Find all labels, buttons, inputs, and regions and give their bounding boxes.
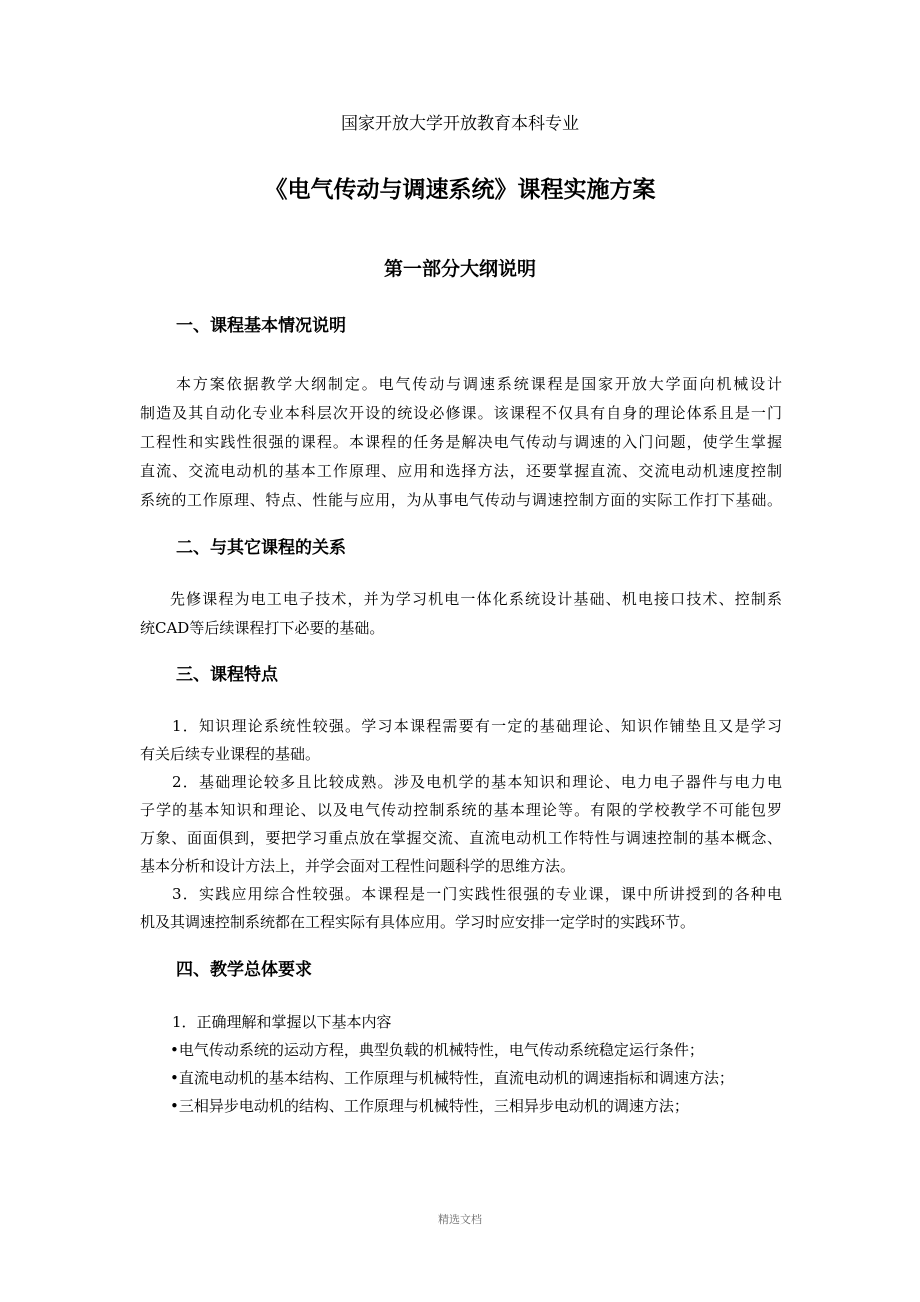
paragraph-line: 本方案依据教学大纲制定。电气传动与调速系统课程是国家开放大学面向机械设计 [176,375,782,393]
paragraph-line: 系统的工作原理、特点、性能与应用，为从事电气传动与调速控制方面的实际工作打下基础。 [140,491,782,509]
paragraph-line: 直流、交流电动机的基本工作原理、应用和选择方法，还要掌握直流、交流电动机速度控制 [140,462,782,480]
paragraph-line: 1．知识理论系统性较强。学习本课程需要有一定的基础理论、知识作铺垫且又是学习 [172,717,782,735]
list-item: •三相异步电动机的结构、工作原理与机械特性，三相异步电动机的调速方法； [170,1097,689,1115]
paragraph-line: 万象、面面俱到，要把学习重点放在掌握交流、直流电动机工作特性与调速控制的基本概念、 [140,829,782,847]
list-item: •直流电动机的基本结构、工作原理与机械特性，直流电动机的调速指标和调速方法； [170,1069,734,1087]
part-heading: 第一部分大纲说明 [383,258,536,280]
document-subtitle: 国家开放大学开放教育本科专业 [341,114,579,134]
paragraph-line: 3．实践应用综合性较强。本课程是一门实践性很强的专业课，课中所讲授到的各种电 [172,885,782,903]
paragraph-line: 机及其调速控制系统都在工程实际有具体应用。学习时应安排一定学时的实践环节。 [140,913,696,931]
paragraph-line: 2．基础理论较多且比较成熟。涉及电机学的基本知识和理论、电力电子器件与电力电 [172,773,782,791]
paragraph-line: 有关后续专业课程的基础。 [140,745,321,763]
section-heading: 二、与其它课程的关系 [176,538,346,558]
paragraph-line: 基本分析和设计方法上，并学会面对工程性问题科学的思维方法。 [140,857,576,875]
page-footer: 精选文档 [438,1213,482,1226]
paragraph-line: 子学的基本知识和理论、以及电气传动控制系统的基本理论等。有限的学校教学不可能包罗 [140,801,782,819]
document-title: 《电气传动与调速系统》课程实施方案 [264,177,656,203]
paragraph-line: 制造及其自动化专业本科层次开设的统设必修课。该课程不仅具有自身的理论体系且是一门 [140,404,782,422]
list-item: •电气传动系统的运动方程，典型负载的机械特性，电气传动系统稳定运行条件； [170,1041,704,1059]
paragraph-line: 先修课程为电工电子技术，并为学习机电一体化系统设计基础、机电接口技术、控制系 [170,590,782,608]
section-heading: 四、教学总体要求 [176,960,312,980]
section-heading: 三、课程特点 [176,665,278,685]
paragraph-line: 统CAD等后续课程打下必要的基础。 [140,619,385,637]
section-heading: 一、课程基本情况说明 [176,316,346,336]
paragraph-line: 工程性和实践性很强的课程。本课程的任务是解决电气传动与调速的入门问题，使学生掌握 [140,433,782,451]
list-item: 1．正确理解和掌握以下基本内容 [172,1013,392,1031]
